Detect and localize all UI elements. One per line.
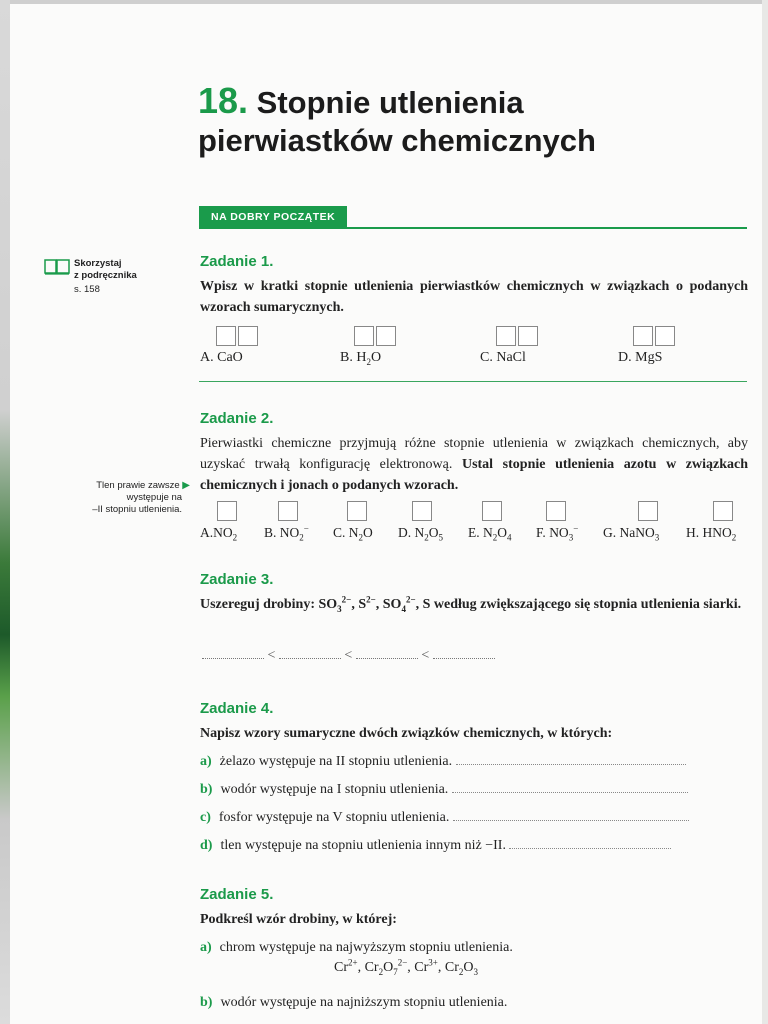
book-note-line-1: Skorzystaj	[74, 258, 122, 269]
tip-line-1: Tlen prawie zawsze	[96, 480, 180, 491]
task-2-title: Zadanie 2.	[200, 410, 274, 427]
task-2-option-d: D. $N_2O_5$	[398, 525, 443, 543]
task-1-option-b: B. $H_2O$	[340, 350, 382, 367]
banner-rule	[199, 227, 747, 229]
answer-boxes-a[interactable]	[216, 326, 258, 346]
book-note-page: s. 158	[74, 284, 100, 295]
task-2-option-g: G. NaNO$_3$	[603, 525, 660, 543]
task-2-option-b: B. $NO_2^-$	[264, 523, 309, 543]
task-1-title: Zadanie 1.	[200, 253, 274, 270]
scan-right-edge	[762, 0, 768, 1024]
answer-boxes-b[interactable]	[354, 326, 396, 346]
task-3-instruction: Uszereguj drobiny: $SO_3^{2-}$, $S^{2-}$, $SO_4^{2-}$, S według zwiększającego się stopnia utlenienia siarki.	[200, 594, 742, 614]
title-line-2: pierwiastków chemicznych	[198, 123, 596, 158]
task-2-option-e: E. $N_2O_4$	[468, 525, 512, 543]
answer-box-2g[interactable]	[638, 501, 658, 521]
task-1-option-d: D. MgS	[618, 350, 663, 365]
answer-boxes-d[interactable]	[633, 326, 675, 346]
arrow-right-icon: ▶	[182, 480, 190, 491]
oxygen-tip-note	[50, 480, 190, 516]
section-divider	[199, 381, 747, 382]
task-5-instruction: Podkreśl wzór drobiny, w której:	[200, 912, 397, 927]
task-5-item-a: a) chrom występuje na najwyższym stopniu utlenienia.	[200, 940, 513, 955]
answer-box-2e[interactable]	[482, 501, 502, 521]
chapter-number: 18.	[198, 80, 249, 121]
task-1-option-c: C. NaCl	[480, 350, 526, 365]
task-4-item-a[interactable]: a) żelazo występuje na II stopniu utlenienia.	[200, 752, 748, 772]
task-2-option-f: F. $NO_3^-$	[536, 523, 579, 543]
title-line-1: Stopnie utlenienia	[256, 85, 524, 120]
page-title	[198, 82, 718, 160]
task-5-a-formulas[interactable]: $Cr^{2+}$, $Cr_2O_7^{2-}$, $Cr^{3+}$, $Cr_2O_3$	[334, 957, 478, 977]
book-note-line-2: z podręcznika	[74, 270, 137, 281]
task-5-title: Zadanie 5.	[200, 886, 274, 903]
task-4-item-d[interactable]: d) tlen występuje na stopniu utlenienia innym niż −II.	[200, 836, 748, 856]
answer-box-2c[interactable]	[347, 501, 367, 521]
answer-box-2d[interactable]	[412, 501, 432, 521]
answer-box-2f[interactable]	[546, 501, 566, 521]
task-1-option-a: A. CaO	[200, 350, 243, 365]
tip-line-2: występuje na	[126, 492, 183, 503]
task-2-option-c: C. $N_2O$	[333, 525, 373, 543]
scan-left-edge	[0, 0, 10, 1024]
task-3-title: Zadanie 3.	[200, 571, 274, 588]
answer-box-2a[interactable]	[217, 501, 237, 521]
task-4-item-b[interactable]: b) wodór występuje na I stopniu utlenienia.	[200, 780, 748, 800]
section-banner: NA DOBRY POCZĄTEK	[199, 206, 347, 228]
answer-boxes-c[interactable]	[496, 326, 538, 346]
task-5-item-b: b) wodór występuje na najniższym stopniu utlenienia.	[200, 995, 508, 1010]
answer-box-2b[interactable]	[278, 501, 298, 521]
task-3-ordering-line[interactable]: < < <	[202, 648, 495, 664]
task-1-instruction: Wpisz w kratki stopnie utlenienia pierwiastków chemicznych w związkach o podanych wzorach sumarycznych.	[200, 279, 748, 315]
answer-box-2h[interactable]	[713, 501, 733, 521]
book-icon	[44, 257, 70, 275]
task-4-instruction: Napisz wzory sumaryczne dwóch związków chemicznych, w których:	[200, 726, 613, 741]
tip-line-3: –II stopniu utlenienia.	[92, 504, 183, 515]
task-4-item-c[interactable]: c) fosfor występuje na V stopniu utlenienia.	[200, 808, 748, 828]
task-4-title: Zadanie 4.	[200, 700, 274, 717]
task-2-instruction: Pierwiastki chemiczne przyjmują różne stopnie utlenienia w związkach chemicznych, aby uzyskać trwałą konfigurację elektronową. Ustal stopnie utlenienia azotu w związkach chemicznych i jonach o podanych wzorach.	[200, 436, 748, 493]
task-2-option-a: $A.NO_2$	[200, 525, 238, 543]
task-2-option-h: H. $HNO_2$	[686, 525, 737, 543]
